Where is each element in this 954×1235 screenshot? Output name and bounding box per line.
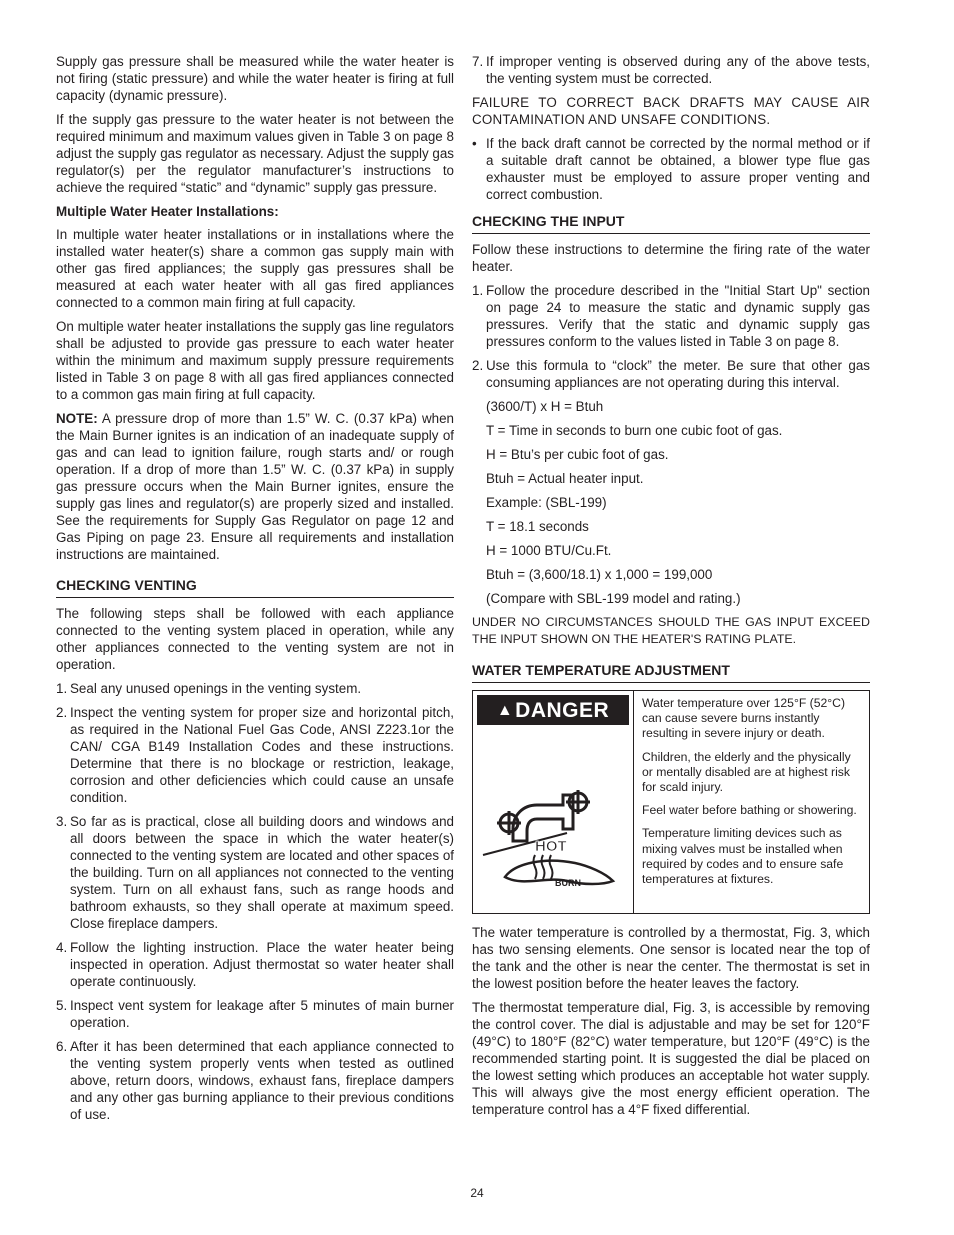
- formula-line: T = Time in seconds to burn one cubic foot of gas.: [486, 423, 783, 438]
- formula-block: [472, 398, 870, 607]
- formula-line: T = 18.1 seconds: [486, 519, 589, 534]
- input-steps-list: [472, 282, 870, 391]
- step-text: If improper venting is observed during any of the above tests, the venting system must be corrected.: [486, 54, 870, 86]
- checking-venting-heading: CHECKING VENTING: [56, 577, 454, 598]
- paragraph-supply-pressure: Supply gas pressure shall be measured while the water heater is not firing (static pressure) and while the water heater is firing at full capacity (dynamic pressure).: [56, 54, 454, 103]
- danger-label: DANGER: [515, 698, 610, 722]
- danger-paragraph: Feel water before bathing or showering.: [642, 803, 857, 818]
- danger-paragraph: Temperature limiting devices such as mixing valves must be installed when required by codes and to ensure safe temperatures at fixtures.: [642, 826, 844, 887]
- bullet-icon: •: [472, 136, 477, 151]
- step-text: Seal any unused openings in the venting system.: [70, 681, 362, 696]
- input-intro: Follow these instructions to determine the firing rate of the water heater.: [472, 242, 870, 274]
- paragraph-regulator-adjust: If the supply gas pressure to the water heater is not between the required minimum and maximum values given in Table 3 on page 8 adjust the supply gas regulator as necessary. Adjust the supply gas regulator(s) per the regulator manufacturer’s instructions to achieve the required “static” and “dynamic” supply gas pressure.: [56, 112, 454, 195]
- step-text: Use this formula to “clock” the meter. Be sure that other gas consuming appliances are not operating during this interval.: [486, 358, 870, 390]
- formula-line: Btuh = (3,600/18.1) x 1,000 = 199,000: [486, 567, 713, 582]
- hot-water-faucet-icon: [477, 727, 621, 905]
- step-number: 4.: [56, 940, 68, 955]
- list-item: [472, 53, 870, 87]
- step-text: After it has been determined that each appliance connected to the venting system properly vents when tested as outlined above, return doors, windows, exhaust fans, fireplace dampers and any other gas burning appliance to their previous conditions of use.: [70, 1039, 454, 1122]
- danger-paragraph: Children, the elderly and the physically or mentally disabled are at highest risk for scald injury.: [642, 749, 851, 795]
- paragraph-thermostat-dial: The thermostat temperature dial, Fig. 3, is accessible by removing the control cover. The dial is adjustable and may be set for 120°F (49°C) to 180°F (82°C) water temperature, but 120°F (49°C) is the recommended starting point. It is suggested the dial be placed on the lowest setting which produces an acceptable hot water supply. This will always give the most energy efficient operation. The temperature control has a 4°F fixed differential.: [472, 1000, 870, 1117]
- page-number: 24: [470, 1186, 484, 1200]
- step-number: 3.: [56, 814, 68, 829]
- note-text: A pressure drop of more than 1.5” W. C. (0.37 kPa) when the Main Burner ignites is an indication of an inadequate supply of gas and can lead to ignition failure, rough starts and/ or rough operation. If a drop of more than 1.5” W. C. (0.37 kPa) in supply gas pressure occurs when the Main Burner ignites, ensure the supply gas lines and regulator(s) are properly sized and installed. See the requirements for Supply Gas Regulator on page 12 and Gas Piping on page 23. Ensure all requirements and installation instructions are maintained.: [56, 411, 454, 562]
- list-item: [472, 357, 870, 391]
- right-column: [472, 53, 870, 1125]
- paragraph-multiple-installations: In multiple water heater installations or in installations where the installed water heater(s) share a common gas supply main with other gas fired appliances; the supply gas pressures shall be measured at each water heater with all gas fired appliances connected to a common main firing at full capacity.: [56, 227, 454, 310]
- list-item: [56, 680, 454, 697]
- danger-graphic-panel: [473, 691, 634, 913]
- bullet-text: If the back draft cannot be corrected by the normal method or if a suitable draft cannot be obtained, a blower type flue gas exhauster must be employed to assure proper venting and correct combustion.: [486, 136, 870, 202]
- multiple-installations-heading: Multiple Water Heater Installations:: [56, 204, 279, 219]
- list-item: [56, 704, 454, 806]
- input-warning: UNDER NO CIRCUMSTANCES SHOULD THE GAS INPUT EXCEED THE INPUT SHOWN ON THE HEATER'S RATING PLATE.: [472, 615, 870, 646]
- note-label: NOTE:: [56, 411, 98, 426]
- list-item: [472, 135, 870, 203]
- left-column: [56, 53, 454, 1130]
- water-temperature-heading: WATER TEMPERATURE ADJUSTMENT: [472, 662, 870, 683]
- danger-text-panel: [634, 691, 869, 913]
- step-text: So far as is practical, close all building doors and windows and all doors between the space in which the water heater(s) connected to the venting system are located and other spaces of the building. Turn on all appliances not connected to the venting system. Turn on all exhaust fans, such as range hoods and bathroom exhausts, so they shall operate at maximum speed. Close fireplace dampers.: [70, 814, 454, 931]
- formula-line: Btuh = Actual heater input.: [486, 471, 644, 486]
- note-paragraph: [56, 410, 454, 563]
- list-item: [56, 1038, 454, 1123]
- venting-step-7: [472, 53, 870, 87]
- step-number: 6.: [56, 1039, 68, 1054]
- paragraph-line-regulators: On multiple water heater installations the supply gas line regulators shall be adjusted to provide gas pressure to each water heater within the minimum and maximum supply pressure requirements listed in Table 3 on page 8 with all gas fired appliances connected to a common gas main firing at full capacity.: [56, 319, 454, 402]
- list-item: [56, 939, 454, 990]
- step-number: 1.: [472, 283, 484, 298]
- danger-banner: [477, 695, 629, 725]
- formula-line: (Compare with SBL-199 model and rating.): [486, 591, 741, 606]
- formula-line: H = Btu’s per cubic foot of gas.: [486, 447, 669, 462]
- bullet-list: [472, 135, 870, 203]
- step-text: Follow the procedure described in the "Initial Start Up" section on page 24 to measure the static and dynamic supply gas pressures. Verify that the static and dynamic supply gas pressures conform to the values listed in Table 3 on page 8.: [486, 283, 870, 349]
- step-number: 2.: [472, 358, 484, 373]
- hot-label: HOT: [535, 838, 567, 855]
- danger-label-box: [472, 690, 870, 914]
- step-number: 2.: [56, 705, 68, 720]
- list-item: [56, 997, 454, 1031]
- venting-intro: The following steps shall be followed with each appliance connected to the venting system placed in operation, while any other appliances connected to the venting system are not in operation.: [56, 606, 454, 672]
- step-text: Inspect vent system for leakage after 5 minutes of main burner operation.: [70, 998, 454, 1030]
- paragraph-thermostat: The water temperature is controlled by a thermostat, Fig. 3, which has two sensing elements. One sensor is located near the top of the tank and the other is near the center. The thermostat is set in the lowest position before the heater leaves the factory.: [472, 925, 870, 991]
- danger-paragraph: Water temperature over 125°F (52°C) can cause severe burns instantly resulting in severe injury or death.: [642, 696, 846, 741]
- step-number: 5.: [56, 998, 68, 1013]
- step-text: Inspect the venting system for proper size and horizontal pitch, as required in the National Fuel Gas Code, ANSI Z223.1or the CAN/ CGA B149 Installation Codes and these instructions. Determine that there is no blockage or restriction, leakage, corrosion and other deficiencies which could cause an unsafe condition.: [70, 705, 454, 805]
- formula-line: (3600/T) x H = Btuh: [486, 399, 604, 414]
- step-number: 7.: [472, 54, 484, 69]
- step-number: 1.: [56, 681, 68, 696]
- formula-line: H = 1000 BTU/Cu.Ft.: [486, 543, 612, 558]
- step-text: Follow the lighting instruction. Place the water heater being inspected in operation. Adjust thermostat so water heater shall operate continuously.: [70, 940, 454, 989]
- burn-label: BURN: [555, 878, 581, 888]
- formula-line: Example: (SBL-199): [486, 495, 607, 510]
- list-item: [56, 813, 454, 932]
- list-item: [472, 282, 870, 350]
- failure-warning: FAILURE TO CORRECT BACK DRAFTS MAY CAUSE AIR CONTAMINATION AND UNSAFE CONDITIONS.: [472, 95, 870, 127]
- checking-input-heading: CHECKING THE INPUT: [472, 213, 870, 234]
- venting-steps-list: [56, 680, 454, 1123]
- warning-triangle-icon: ▲: [496, 701, 514, 719]
